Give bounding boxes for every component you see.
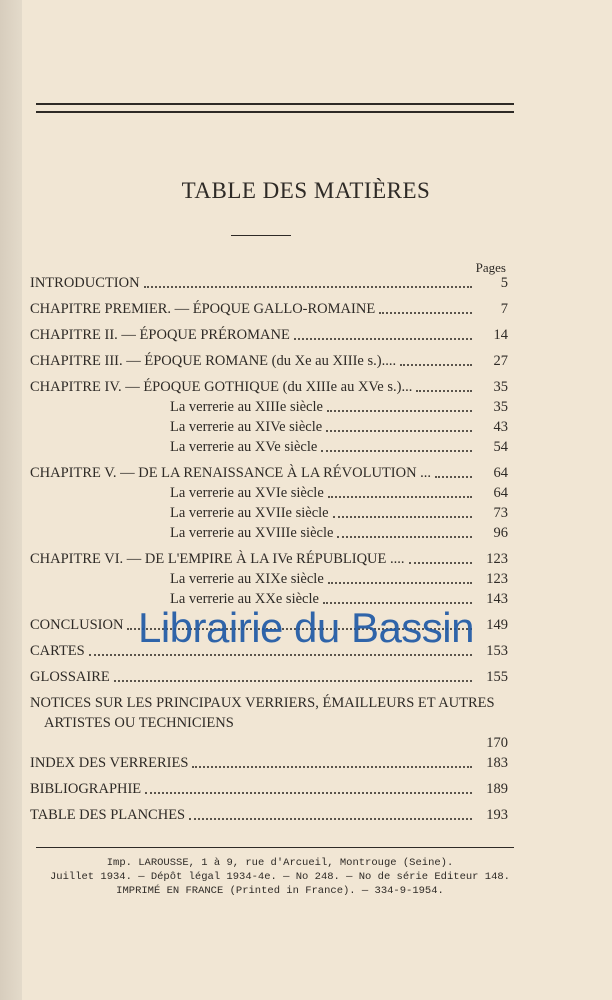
toc-entry-label: TABLE DES PLANCHES <box>30 807 186 823</box>
dot-leader <box>435 476 472 478</box>
toc-entry <box>30 376 508 396</box>
toc-entry-label: INTRODUCTION <box>30 275 140 291</box>
toc-entry <box>30 298 508 318</box>
toc-entry <box>30 462 508 482</box>
toc-entry-label: La verrerie au XXe siècle <box>170 591 319 607</box>
toc-entry-label: La verrerie au XVIIe siècle <box>170 505 329 521</box>
toc-entry <box>30 272 508 292</box>
title-underline <box>231 235 291 236</box>
toc-entry-label: La verrerie au XIIIe siècle <box>170 399 323 415</box>
top-rule <box>36 103 514 105</box>
dot-leader <box>192 766 472 768</box>
toc-entry-label: NOTICES SUR LES PRINCIPAUX VERRIERS, ÉMAILLEURS ET AUTRES <box>30 695 495 711</box>
toc-entry-label: CHAPITRE III. — ÉPOQUE ROMANE (du Xe au XIIIe s.).... <box>30 353 397 369</box>
pages-column-header: Pages <box>475 260 506 275</box>
dot-leader <box>144 286 472 288</box>
toc-entry <box>30 666 508 686</box>
toc-entry-label: CONCLUSION <box>30 617 124 633</box>
toc-entry-page: 35 <box>493 379 508 395</box>
toc-entry-label: CARTES <box>30 643 85 659</box>
toc-entry-label-continued: ARTISTES OU TECHNICIENS <box>44 715 234 731</box>
top-rule-double <box>36 111 514 113</box>
dot-leader <box>333 516 472 518</box>
toc-entry-label: CHAPITRE IV. — ÉPOQUE GOTHIQUE (du XIIIe au XVe s.)... <box>30 379 413 395</box>
toc-entry-label: CHAPITRE PREMIER. — ÉPOQUE GALLO-ROMAINE <box>30 301 376 317</box>
toc-entry-page: 14 <box>493 327 508 343</box>
toc-entry-label: La verrerie au XVe siècle <box>170 439 318 455</box>
imprint-line: IMPRIMÉ EN FRANCE (Printed in France). — 334-9-1954. <box>116 885 444 897</box>
toc-entry-page: 183 <box>486 755 508 771</box>
toc-entry-page: 143 <box>486 591 508 607</box>
toc-entry <box>30 752 508 772</box>
table-of-contents <box>30 272 508 824</box>
toc-entry-page: 73 <box>493 505 508 521</box>
toc-subentry <box>30 502 508 522</box>
dot-leader <box>89 654 472 656</box>
toc-entry-page: 153 <box>486 643 508 659</box>
toc-entry-page: 96 <box>493 525 508 541</box>
dot-leader <box>114 680 472 682</box>
toc-entry <box>30 692 508 712</box>
toc-subentry <box>30 482 508 502</box>
bookseller-watermark: Librairie du Bassin <box>137 604 474 651</box>
toc-entry-label: CHAPITRE VI. — DE L'EMPIRE À LA IVe RÉPUBLIQUE .... <box>30 551 405 567</box>
toc-entry-page: 5 <box>500 275 508 291</box>
imprint-line: Imp. LAROUSSE, 1 à 9, rue d'Arcueil, Montrouge (Seine). <box>106 857 454 869</box>
bottom-rule <box>36 847 514 848</box>
toc-entry-page: 170 <box>486 735 508 751</box>
toc-entry-page: 123 <box>486 571 508 587</box>
toc-entry-label: GLOSSAIRE <box>30 669 110 685</box>
dot-leader <box>416 390 472 392</box>
dot-leader <box>337 536 472 538</box>
printer-imprint <box>20 856 540 898</box>
toc-entry-page-row <box>30 732 508 752</box>
toc-entry-page: 189 <box>486 781 508 797</box>
page-title: TABLE DES MATIÈRES <box>181 178 431 203</box>
toc-entry-page: 7 <box>500 301 508 317</box>
dot-leader <box>189 818 472 820</box>
toc-subentry <box>30 396 508 416</box>
dot-leader <box>328 582 472 584</box>
toc-entry-label: La verrerie au XIVe siècle <box>170 419 323 435</box>
toc-entry-page: 193 <box>486 807 508 823</box>
dot-leader <box>321 450 472 452</box>
toc-entry-page: 54 <box>493 439 508 455</box>
toc-entry-page: 64 <box>493 465 508 481</box>
toc-subentry <box>30 436 508 456</box>
toc-entry-label: CHAPITRE II. — ÉPOQUE PRÉROMANE <box>30 327 290 343</box>
toc-entry <box>30 548 508 568</box>
dot-leader <box>145 792 472 794</box>
dot-leader <box>328 496 472 498</box>
dot-leader <box>409 562 472 564</box>
toc-entry-label: CHAPITRE V. — DE LA RENAISSANCE À LA RÉVOLUTION ... <box>30 465 432 481</box>
toc-subentry <box>30 522 508 542</box>
dot-leader <box>379 312 472 314</box>
toc-entry-label: La verrerie au XVIe siècle <box>170 485 324 501</box>
toc-entry-page: 155 <box>486 669 508 685</box>
toc-entry-page: 123 <box>486 551 508 567</box>
toc-entry-page: 149 <box>486 617 508 633</box>
dot-leader <box>294 338 472 340</box>
toc-entry-page: 27 <box>493 353 508 369</box>
toc-subentry <box>30 568 508 588</box>
toc-entry-page: 35 <box>493 399 508 415</box>
toc-entry <box>30 804 508 824</box>
toc-entry-label: INDEX DES VERRERIES <box>30 755 189 771</box>
toc-entry <box>30 350 508 370</box>
toc-entry <box>30 778 508 798</box>
toc-entry <box>30 324 508 344</box>
toc-entry-label: La verrerie au XVIIIe siècle <box>170 525 334 541</box>
toc-subentry <box>30 416 508 436</box>
dot-leader <box>400 364 472 366</box>
toc-entry-page: 64 <box>493 485 508 501</box>
dot-leader <box>326 430 472 432</box>
dot-leader <box>327 410 472 412</box>
toc-entry-page: 43 <box>493 419 508 435</box>
toc-entry-continuation <box>30 712 508 732</box>
imprint-line: Juillet 1934. — Dépôt légal 1934-4e. — No 248. — No de série Editeur 148. <box>50 871 510 883</box>
toc-entry-label: BIBLIOGRAPHIE <box>30 781 142 797</box>
toc-entry-label: La verrerie au XIXe siècle <box>170 571 324 587</box>
